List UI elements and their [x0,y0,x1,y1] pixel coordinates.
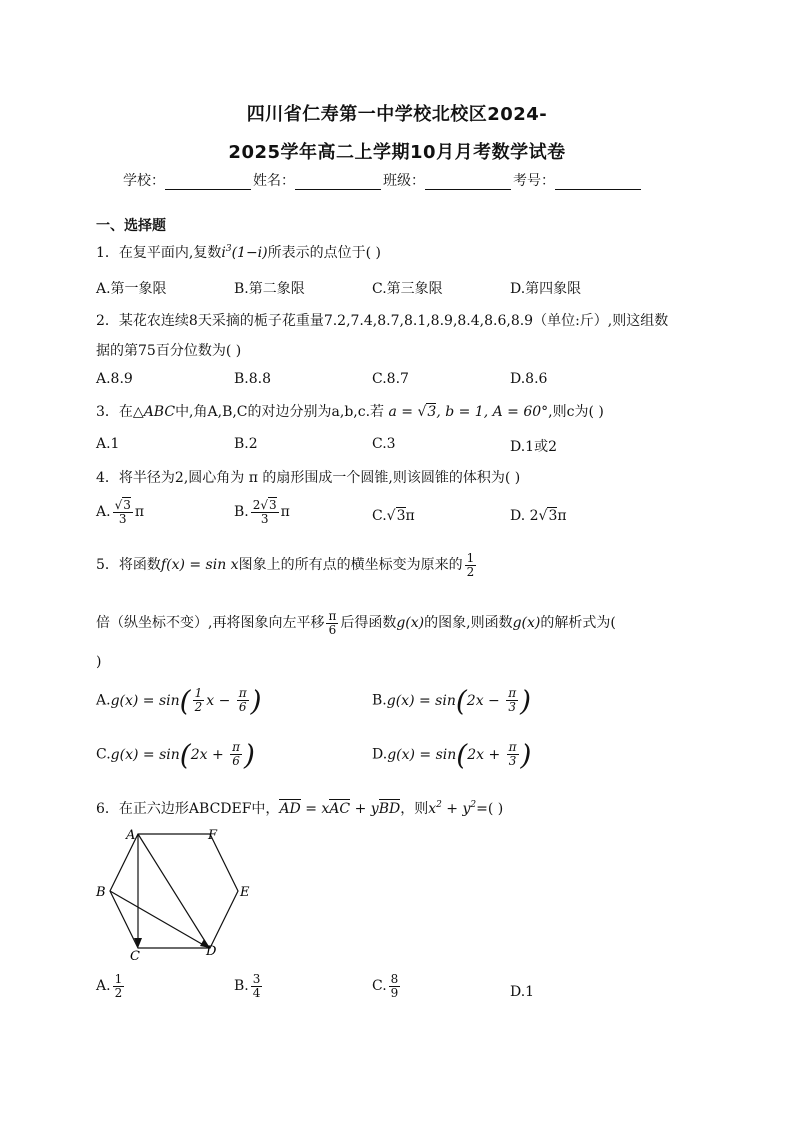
q4-option-b-label: B. [234,504,249,521]
vertex-label-f: F [208,828,218,843]
q6-option-c[interactable] [372,973,402,999]
q6-option-b[interactable] [234,973,264,999]
q5-shift-fraction: $\frac{\pi}{6}$ [328,609,337,637]
vertex-label-b: B [96,885,106,900]
q5-option-b-value: g(x) = sin(2x − $\frac{\pi}{3}$ ) [386,684,532,717]
question-4: 4．将半径为2,圆心角为 π 的扇形围成一个圆锥,则该圆锥的体积为( ) [96,470,521,486]
q5-line2-mid2: 的图象,则函数 [424,615,513,632]
q5-line1-mid: 图象上的所有点的横坐标变为原来的 [238,557,463,574]
q4-option-c-value: √3π [386,508,415,524]
question-5-line2 [96,610,616,636]
q3-option-c[interactable]: C.3 [372,436,396,452]
q3-prefix: 3．在 [96,404,133,420]
q5-function-f: f(x) = sin x [160,557,239,574]
q5-line2-mid: 后得函数 [340,615,397,632]
vertex-label-c: C [130,949,140,962]
q6-end: =( ) [476,801,504,817]
question-1 [96,242,381,262]
q4-option-d[interactable] [510,508,567,524]
hexagon-diagram [92,822,262,962]
section-title: 一、选择题 [96,218,166,234]
question-6 [96,798,503,818]
q5-option-c[interactable] [96,738,255,771]
question-2-line1: 2．某花农连续8天采摘的栀子花重量7.2,7.4,8.7,8.1,8.9,8.4,8.6,8.9（单位:斤）,则这组数 [96,313,669,329]
question-2-line2: 据的第75百分位数为( ) [96,343,242,359]
exam-title-line2: 2025学年高二上学期10月月考数学试卷 [228,142,566,163]
name-blank[interactable] [295,175,381,190]
q5-option-b-label: B. [372,692,387,709]
q5-option-a-value: g(x) = sin( $\frac{1}{2}$ x − $\frac{\pi}{6}$ ) [110,684,262,717]
q1-suffix: 所表示的点位于( ) [267,245,381,261]
q5-line2-suffix: 的解析式为( [540,615,616,632]
name-label: 姓名： [253,173,295,189]
q5-option-c-label: C. [96,746,111,763]
q5-half-fraction: $\frac{1}{2}$ [466,551,475,579]
class-blank[interactable] [425,175,511,190]
q6-option-a[interactable] [96,973,126,999]
q6-option-b-value: $\frac{3}{4}$ [252,972,261,1000]
q1-option-b[interactable]: B.第二象限 [234,281,305,297]
q2-option-c[interactable]: C.8.7 [372,371,409,387]
q6-suffix: ，则 [400,801,429,817]
q3-triangle: △ABC [132,404,176,420]
q5-option-a[interactable] [96,684,262,717]
q5-function-g1: g(x) [396,615,425,632]
q4-option-d-label: D. [510,508,526,524]
question-5-line1 [96,552,478,578]
q4-option-c-label: C. [372,508,387,524]
school-blank[interactable] [165,175,251,190]
number-label: 考号： [513,173,555,189]
q6-option-a-value: $\frac{1}{2}$ [114,972,123,1000]
vector-bd-line [110,891,207,947]
question-3 [96,401,604,421]
q1-formula: $i^3(1-i)$ [221,244,268,261]
vector-ad-line [138,834,208,946]
vertex-label-d: D [206,944,217,959]
question-5-line3: ) [96,654,102,670]
q2-option-d[interactable]: D.8.6 [510,371,548,387]
q3-conditions: a = √3, b = 1, A = 60° [384,404,549,420]
q4-option-b[interactable]: B. $\frac{2√3}{3}$ π [234,498,290,526]
q3-option-b[interactable]: B.2 [234,436,258,452]
q5-option-d[interactable] [372,738,531,771]
q4-option-a-value: $\frac{√3}{3}$ [114,498,131,526]
q4-option-c[interactable] [372,508,415,524]
q6-option-d[interactable]: D.1 [510,984,535,1000]
q6-option-b-label: B. [234,978,249,995]
q5-option-d-label: D. [372,746,388,763]
exam-title-line1: 四川省仁寿第一中学校北校区2024- [246,104,548,125]
q4-option-b-value: $\frac{2√3}{3}$ [252,498,277,526]
q5-line2-prefix: 倍（纵坐标不变）,再将图象向左平移 [96,615,325,632]
q2-option-a[interactable]: A.8.9 [96,371,133,387]
school-label: 学校： [123,173,165,189]
q1-option-a[interactable]: A.第一象限 [96,281,167,297]
q1-option-d[interactable]: D.第四象限 [510,281,582,297]
q4-option-a-label: A. [96,504,111,521]
q5-option-d-value: g(x) = sin(2x + $\frac{\pi}{3}$ ) [387,738,532,771]
q6-option-c-value: $\frac{8}{9}$ [390,972,399,1000]
q1-option-c[interactable]: C.第三象限 [372,281,443,297]
q3-option-d[interactable]: D.1或2 [510,439,557,455]
q2-option-b[interactable]: B.8.8 [234,371,272,387]
q6-vector-equation: AD = xAC + yBD [279,801,401,817]
q5-option-b[interactable] [372,684,531,717]
q4-option-a[interactable]: A. $\frac{√3}{3}$ π [96,498,145,526]
q5-line1-prefix: 5．将函数 [96,557,161,574]
vertex-label-a: A [126,828,136,843]
class-label: 班级： [383,173,425,189]
vertex-label-e: E [240,885,250,900]
student-info-row [123,170,683,190]
q5-option-a-label: A. [96,692,111,709]
q3-mid: 中,角A,B,C的对边分别为a,b,c.若 [175,404,385,420]
q3-suffix: ,则c为( ) [548,404,604,420]
q5-function-g2: g(x) [512,615,541,632]
q4-option-d-value: 2√3π [525,508,567,524]
number-blank[interactable] [555,175,641,190]
q6-option-a-label: A. [96,978,111,995]
q6-option-c-label: C. [372,978,387,995]
q6-expression: $x^2 + y^2$ [428,800,477,817]
q5-option-c-value: g(x) = sin(2x + $\frac{\pi}{6}$ ) [110,738,255,771]
q3-option-a[interactable]: A.1 [96,436,120,452]
q1-prefix: 1．在复平面内,复数 [96,245,222,261]
q6-prefix: 6．在正六边形ABCDEF中， [96,801,280,817]
